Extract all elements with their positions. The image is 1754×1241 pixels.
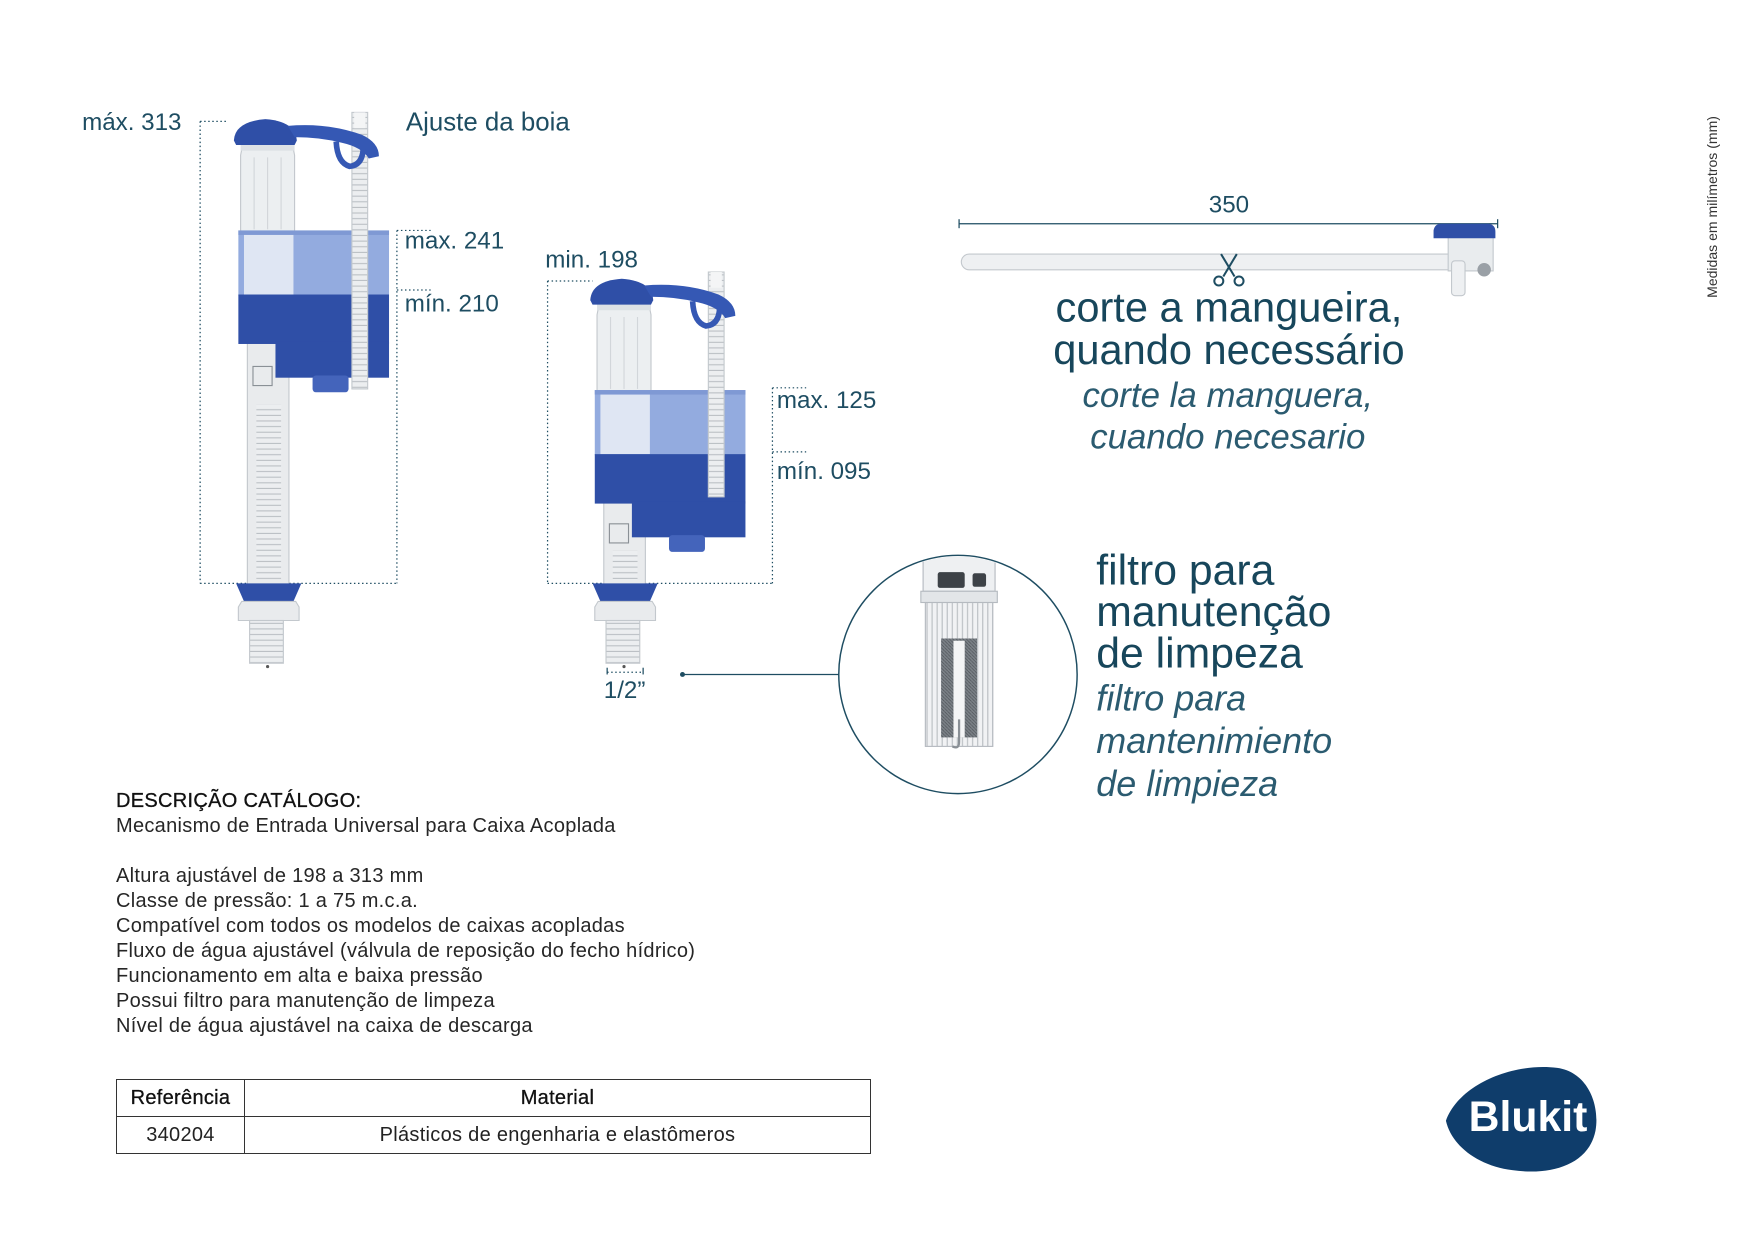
hose-note-es-1: corte la manguera,: [1082, 375, 1374, 415]
valve-base-tall: [236, 583, 301, 668]
hose-diagram: [959, 191, 1498, 456]
brand-logo: [1446, 1067, 1596, 1172]
label-float-adjust: Ajuste da boia: [405, 108, 570, 137]
filter-note-pt-3: de limpeza: [1096, 629, 1303, 678]
filter-illustration: [921, 551, 997, 748]
cell-reference: 340204: [117, 1117, 245, 1154]
spec-table: [116, 1079, 871, 1154]
filter-window: [938, 572, 965, 588]
fill-valve-tall: [234, 112, 389, 668]
filter-note-pt-1: filtro para: [1096, 546, 1275, 595]
feature-item: Possui filtro para manutenção de limpeza: [116, 990, 495, 1012]
description-product: Mecanismo de Entrada Universal para Caixa Acoplada: [116, 815, 616, 837]
label-hose-length: 350: [1208, 191, 1250, 219]
feature-item: Classe de pressão: 1 a 75 m.c.a.: [116, 890, 418, 912]
filter-note-pt-2: manutenção: [1096, 588, 1332, 637]
feature-item: Nível de água ajustável na caixa de descarga: [116, 1015, 533, 1037]
valve-base-short: [593, 583, 658, 668]
label-max-313: máx. 313: [82, 108, 182, 136]
table-header-row: [117, 1080, 871, 1117]
label-min-210: mín. 210: [404, 290, 499, 318]
feature-list: [116, 864, 1016, 1039]
label-min-198: min. 198: [545, 246, 638, 274]
filter-note-es-3: de limpieza: [1096, 762, 1279, 804]
filter-note-es-1: filtro para: [1096, 677, 1247, 719]
feature-item: Altura ajustável de 198 a 313 mm: [116, 865, 424, 887]
table-row: [117, 1117, 871, 1154]
feature-item: Funcionamento em alta e baixa pressão: [116, 965, 483, 987]
brand-logo-text: Blukit: [1468, 1092, 1588, 1141]
hose-note-pt-1: corte a mangueira,: [1055, 283, 1403, 331]
label-min-095: mín. 095: [776, 457, 871, 485]
units-note: Medidas em milímetros (mm): [1703, 116, 1720, 298]
hose-tube: [961, 254, 1456, 270]
cell-material: Plásticos de engenharia e elastômeros: [244, 1117, 870, 1154]
filter-note-es-2: mantenimiento: [1096, 720, 1333, 762]
fill-valve-short: [590, 272, 745, 668]
feature-item: Compatível com todos os modelos de caixas acopladas: [116, 915, 625, 937]
description-heading: DESCRIÇÃO CATÁLOGO:: [116, 790, 362, 812]
feature-item: Fluxo de água ajustável (válvula de reposição do fecho hídrico): [116, 940, 696, 962]
header-material: Material: [244, 1080, 870, 1117]
label-max-125: max. 125: [776, 387, 877, 415]
header-reference: Referência: [117, 1080, 245, 1117]
label-inlet-size: 1/2”: [603, 677, 646, 705]
hose-note-pt-2: quando necessário: [1053, 326, 1405, 374]
hose-note-es-2: cuando necesario: [1090, 417, 1366, 457]
label-max-241: max. 241: [404, 227, 505, 255]
catalog-description: [116, 789, 1016, 1039]
filter-detail: [680, 547, 1332, 804]
